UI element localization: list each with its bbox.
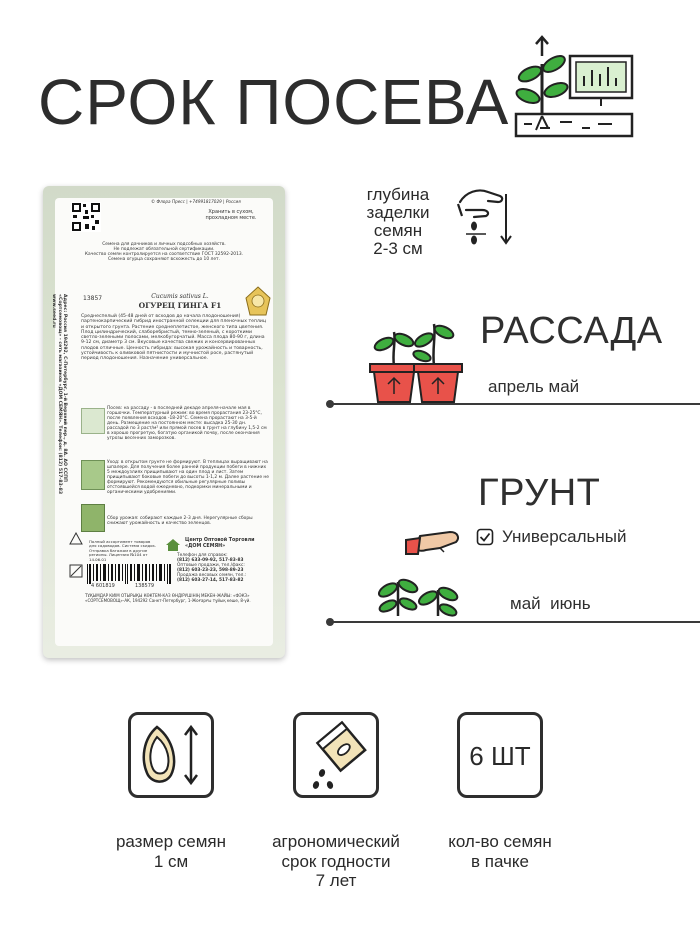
packet-harvest: Сбор урожая: собирают каждые 2-3 дня. Нерегулярные сборы снижают урожайность и качество зеленцов. bbox=[107, 516, 253, 527]
depth-label bbox=[352, 186, 444, 257]
packet-wholesale-label: Оптовые продажи, тел./факс: bbox=[177, 562, 245, 568]
seedling-growth-icon bbox=[510, 34, 640, 144]
packet-notice-4: Семена огурца сохраняют всхожесть до 10 лет. bbox=[108, 257, 220, 263]
ground-heading: ГРУНТ bbox=[478, 472, 601, 514]
seed-packet-image bbox=[43, 186, 285, 658]
planting-hand-icon bbox=[376, 528, 466, 620]
packet-notice-3: Качество семян контролируется на соответствие ГОСТ 32592-2013. bbox=[84, 252, 244, 258]
seed-count-caption-line-2: в пачке bbox=[471, 851, 529, 871]
page-title: СРОК ПОСЕВА bbox=[38, 66, 510, 138]
award-badge-icon bbox=[245, 286, 271, 316]
seed-count-caption bbox=[428, 832, 572, 871]
shelf-life-caption-line-3: 7 лет bbox=[315, 871, 357, 891]
recycling-icon bbox=[69, 532, 83, 546]
packet-care: Уход: в открытом грунте не формируют. В теплицах выращивают на шпалере. Для получения более ранней продукции побеги в нижних 5 междоузлиях прищипывают на один плод и лист. Затем прищипывают боковые побеги до высоты 1-1,2 м. Далее растение не формируют. Рекомендуются обильные регулярные поливы отстоявшейся водой ежедневно, подкормки минеральными и органическими удобрениями. bbox=[107, 460, 269, 496]
depth-line-2: заделки bbox=[366, 202, 430, 222]
seed-packet-icon bbox=[296, 715, 376, 795]
packet-notice-1: Семена для дачников и личных подсобных хозяйств. bbox=[102, 242, 226, 247]
barcode-right-digits: 138579 bbox=[135, 583, 155, 589]
harvest-illustration bbox=[81, 504, 105, 532]
ground-months: май июнь bbox=[510, 594, 591, 613]
packet-notice bbox=[63, 242, 265, 262]
seedling-pots-icon bbox=[366, 318, 466, 406]
seed-size-caption-line-2: 1 см bbox=[153, 851, 189, 871]
packet-phone-2: (812) 603-23-23, 598-89-23 bbox=[177, 567, 244, 573]
packet-footer: ТҰҚЫМДАР КИІМ ОТЫРЫҚЫ КӨКТЕМ-КАЗ ӨНДІРУШІНІҢ МЕКЕН-ЖАЙЫ: «ФЭКЗ» «СОРТСЕМОВОЩ»-АК, 194292 Санкт-Петербург, 1-Жоғарғы тұйық көше, 8-үй. bbox=[85, 593, 251, 603]
packet-phone-3: (812) 603-27-14, 517-83-82 bbox=[177, 577, 244, 583]
packet-description: Среднеспелый (45-48 дней от всходов до начала плодоношения) партенокарпический гибрид иностранной селекции для пленочных теплиц и открытого грунта. Растение среднеплетистое, женского типа цветения. Плод цилиндрический, слаборебристый, темно-зеленый, с короткими светло-зелеными полосами, мелкобугорчатый. Масса плода 80-90 г, длина 9-12 см, диаметр 3 см. Вкусовые качества свежих и консервированных плодов отличные. Ценность гибрида: высокая урожайность и товарность, устойчивость к оливковой пятнистости и мучнистой росе, растянутый период плодоношения. Назначение универсальное. bbox=[81, 314, 267, 362]
seed-size-box bbox=[128, 712, 214, 798]
depth-line-1: глубина bbox=[366, 185, 430, 204]
timeline-line-ground bbox=[332, 621, 700, 623]
barcode-left-digits: 4 601819 bbox=[91, 583, 115, 589]
packet-phone-1: (812) 633-09-92, 517-83-83 bbox=[177, 557, 244, 563]
hand-sowing-icon bbox=[452, 180, 520, 248]
soil-check-icon bbox=[476, 528, 494, 546]
packet-latin-name: Cucumis sativus L. bbox=[151, 293, 209, 300]
packet-notice-2: Не подлежат обязательной сертификации. bbox=[113, 247, 215, 253]
seedling-months: апрель май bbox=[488, 377, 580, 396]
packet-contacts bbox=[177, 554, 271, 584]
seed-count-value: 6 ШТ bbox=[469, 741, 531, 771]
seedling-heading: РАССАДА bbox=[480, 310, 663, 352]
packet-sowing: Посев: на рассаду - в последней декаде апреля-начале мая в горшочки. Температурный режим: во время прорастания 23-25°С, после появления всходов -18-20°С. Семена прорастают на 3-5-й день. Размещение на постоянном месте: высадка 25-30 дн. рассадой по 3 раст/м² или прямой посев в грунт на глубину 1,5-2 см в хорошо прогретую, богатую органикой почву, после окончания угрозы весенних заморозков. bbox=[107, 406, 267, 442]
packet-brand-line: © Флора Пресс | +74991817029 | Россия bbox=[151, 199, 241, 204]
seed-size-caption-line-1: размер семян bbox=[115, 832, 227, 851]
packet-code: 13857 bbox=[83, 295, 103, 302]
no-litter-icon bbox=[69, 564, 83, 578]
care-illustration bbox=[81, 460, 105, 490]
shelf-life-caption bbox=[262, 832, 410, 891]
packet-phone-label: Телефон для справок: bbox=[177, 553, 228, 558]
packet-storage-note: Хранить в сухом, прохладном месте. bbox=[205, 209, 257, 221]
sowing-illustration bbox=[81, 408, 105, 434]
packet-address: Адрес: Россия 194292, С-Петербург, 1-й Верхний пер., д. 8А. АО ССПП «Сортсемовощ» - сеть магазинов «ДОМ СЕМЯН». Телефон: (812) 517-83-83 www.seed.ru bbox=[51, 294, 67, 495]
shelf-life-caption-line-2: срок годности bbox=[281, 851, 391, 871]
packet-back-label bbox=[51, 198, 273, 646]
seed-house-logo-icon bbox=[165, 538, 181, 552]
timeline-line-seedling bbox=[332, 403, 700, 405]
packet-center-title: Центр Оптовой Торговли «ДОМ СЕМЯН» bbox=[185, 538, 255, 549]
packet-retail-label: Продажа весовых семян, тел.: bbox=[177, 572, 247, 578]
shelf-life-caption-line-1: агрономический bbox=[272, 832, 400, 851]
ground-soil-type: Универсальный bbox=[502, 527, 627, 546]
seed-size-icon bbox=[131, 715, 211, 795]
packet-full-range: Полный ассортимент товаров для садоводов. Система скидок. Отправка багажом в другие регионы. Лицензия №104 от 14.06.01 bbox=[89, 539, 157, 562]
seed-size-caption bbox=[96, 832, 246, 871]
shelf-life-box bbox=[293, 712, 379, 798]
depth-line-3: семян bbox=[373, 220, 423, 240]
depth-line-4: 2-3 см bbox=[373, 238, 423, 258]
packet-product-name: ОГУРЕЦ ГИНГА F1 bbox=[138, 301, 222, 310]
qr-code-icon bbox=[71, 202, 101, 232]
seed-count-caption-line-1: кол-во семян bbox=[448, 832, 552, 851]
barcode-icon bbox=[85, 564, 175, 584]
seed-count-box bbox=[457, 712, 543, 798]
